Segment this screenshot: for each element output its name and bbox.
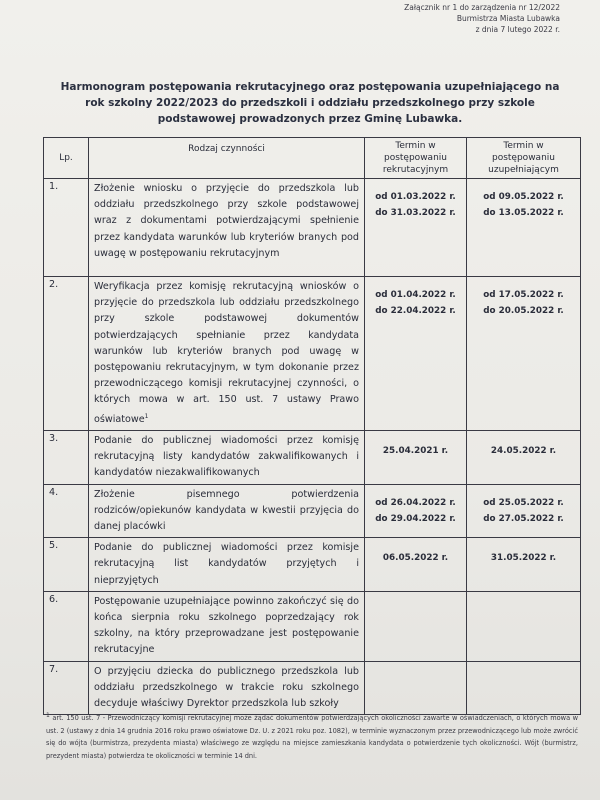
supplementary-date-cell: [467, 538, 581, 592]
date-line: od 17.05.2022 r.: [483, 290, 564, 300]
activity-text: Postępowanie uzupełniające powinno zakończyć się do końca sierpnia roku szkolnego poprzedzający rok szkolny, na który przeprowadzane jest postępowanie rekrutacyjne: [94, 595, 359, 656]
activity-text: Weryfikacja przez komisję rekrutacyjną wniosków o przyjęcie do przedszkola lub oddziału przedszkolnego przy szkole podstawowej dokumentów potwierdzających spełnianie przez kandydata warunków lub kryteriów branych pod uwagę w postępowaniu rekrutacyjnym, w tym dokonanie przez przewodniczącego komisji rekrutacyjnej czynności, o których mowa w art. 150 ust. 7 ustawy Prawo oświatowe: [94, 281, 359, 425]
date-line: 06.05.2022 r.: [382, 553, 449, 564]
supplementary-date-cell: [467, 179, 581, 277]
date-line: do 31.03.2022 r.: [375, 208, 456, 218]
supplementary-date-cell: [467, 277, 581, 431]
activity-cell: [89, 661, 365, 715]
table-row: [44, 431, 581, 485]
date-line: od 09.05.2022 r.: [483, 192, 564, 202]
date-line: od 26.04.2022 r.: [375, 497, 456, 508]
attachment-note-line: Burmistrza Miasta Lubawka: [456, 14, 560, 23]
column-header-recruitment: Termin w postępowaniu rekrutacyjnym: [365, 138, 467, 179]
recruitment-date-cell: [365, 179, 467, 277]
supplementary-date-cell: [467, 484, 581, 538]
date-line: do 13.05.2022 r.: [483, 208, 564, 218]
row-number: 3.: [44, 431, 89, 485]
recruitment-date-cell: [365, 538, 467, 592]
supplementary-date-cell: [467, 431, 581, 485]
row-number: 7.: [44, 661, 89, 715]
date-line: do 27.05.2022 r.: [483, 513, 564, 524]
activity-text: Złożenie pisemnego potwierdzenia rodziców/opiekunów kandydata w kwestii przyjęcia do danej placówki: [94, 488, 359, 533]
date-line: od 01.03.2022 r.: [375, 192, 456, 202]
activity-cell: [89, 538, 365, 592]
footnote-reference: 1: [144, 412, 149, 420]
footnote-text: art. 150 ust. 7 - Przewodniczący komisji rekrutacyjnej może żądać dokumentów potwierdzających okoliczności zawarte w oświadczeniach, o których mowa w ust. 2 (ustawy z dnia 14 grudnia 2016 roku prawo oświatowe Dz. U. z 2021 roku poz. 1082), w terminie wyznaczonym przez przewodniczącego lub może zwrócić się do wójta (burmistrza, prezydenta miasta) właściwego ze względu na miejsce zamieszkania kandydata o potwierdzenie tych okoliczności. Wójt (burmistrz, prezydent miasta) potwierdza te okoliczności w terminie 14 dni.: [46, 714, 578, 760]
table-row: [44, 591, 581, 661]
activity-cell: [89, 431, 365, 485]
activity-text: O przyjęciu dziecka do publicznego przedszkola lub oddziału przedszkolnego w trakcie roku szkolnego decyduje właściwy Dyrektor przedszkola lub szkoły: [94, 665, 359, 710]
row-number: 6.: [44, 591, 89, 661]
column-header-activity: Rodzaj czynności: [89, 138, 365, 179]
row-number: 4.: [44, 484, 89, 538]
recruitment-date-cell: [365, 431, 467, 485]
attachment-note-line: Załącznik nr 1 do zarządzenia nr 12/2022: [404, 3, 560, 12]
recruitment-date-cell: [365, 277, 467, 431]
activity-cell: [89, 591, 365, 661]
activity-cell: [89, 277, 365, 431]
row-number: 5.: [44, 538, 89, 592]
table-row: [44, 661, 581, 715]
column-header-lp: Lp.: [44, 138, 89, 179]
date-line: 24.05.2022 r.: [490, 446, 557, 457]
supplementary-date-cell: [467, 591, 581, 661]
activity-text: Podanie do publicznej wiadomości przez komisję rekrutacyjną listy kandydatów zakwalifikowanych i kandydatów niezakwalifikowanych: [94, 435, 359, 479]
table-row: [44, 484, 581, 538]
schedule-table: [43, 137, 581, 715]
date-line: do 20.05.2022 r.: [483, 306, 564, 316]
footnote-marker: 1: [46, 712, 50, 719]
table-header-row: [44, 138, 581, 179]
date-line: 31.05.2022 r.: [490, 553, 557, 564]
activity-text: Złożenie wniosku o przyjęcie do przedszkola lub oddziału przedszkolnego przy szkole podstawowej wraz z dokumentami potwierdzającymi spełnienie przez kandydata warunków lub kryteriów branych pod uwagę w postępowaniu rekrutacyjnym: [94, 183, 359, 259]
table-row: [44, 277, 581, 431]
document-title: Harmonogram postępowania rekrutacyjnego oraz postępowania uzupełniającego na rok szkolny 2022/2023 do przedszkoli i oddziału przedszkolnego przy szkole podstawowej prowadzonych przez Gminę Lubawka.: [60, 81, 560, 125]
date-line: do 29.04.2022 r.: [375, 513, 456, 524]
activity-cell: [89, 484, 365, 538]
row-number: 2.: [44, 277, 89, 431]
date-line: 25.04.2021 r.: [382, 446, 449, 457]
date-line: do 22.04.2022 r.: [375, 306, 456, 316]
supplementary-date-cell: [467, 661, 581, 715]
footnote: [46, 710, 578, 762]
activity-cell: [89, 179, 365, 277]
column-header-supplementary: Termin w postępowaniu uzupełniającym: [467, 138, 581, 179]
recruitment-date-cell: [365, 591, 467, 661]
row-number: 1.: [44, 179, 89, 277]
table-row: [44, 179, 581, 277]
attachment-note-line: z dnia 7 lutego 2022 r.: [475, 25, 560, 34]
table-row: [44, 538, 581, 592]
date-line: od 25.05.2022 r.: [483, 497, 564, 508]
recruitment-date-cell: [365, 661, 467, 715]
recruitment-date-cell: [365, 484, 467, 538]
activity-text: Podanie do publicznej wiadomości przez komisje rekrutacyjną list kandydatów przyjętych i nieprzyjętych: [94, 542, 359, 586]
date-line: od 01.04.2022 r.: [375, 290, 456, 300]
attachment-note: [404, 2, 560, 35]
